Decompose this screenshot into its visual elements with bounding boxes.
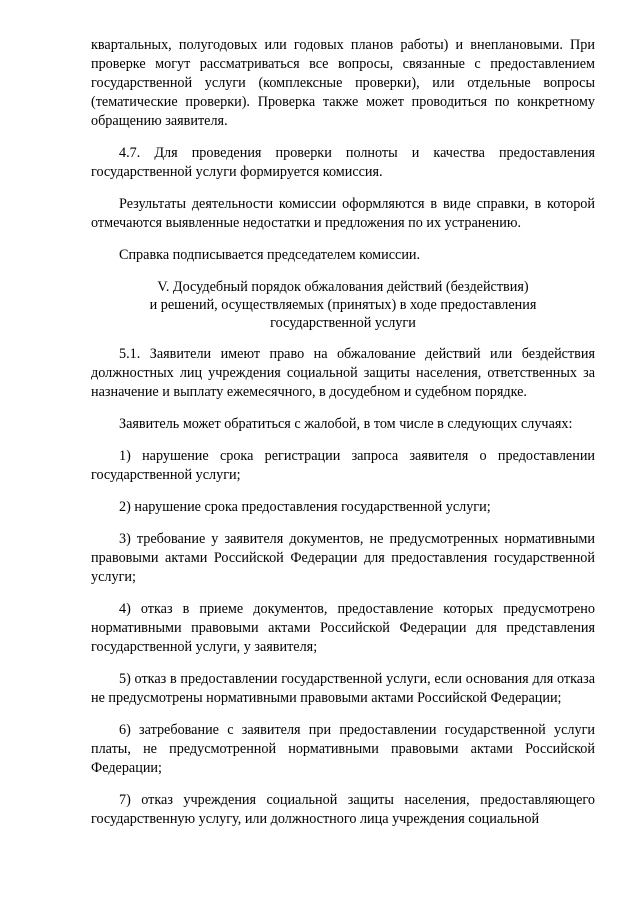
section-heading bbox=[91, 278, 595, 332]
paragraph-5-1-appeal-right: 5.1. Заявители имеют право на обжалование действий или бездействия должностных лиц учреждения социальной защиты населения, ответственных за назначение и выплату ежемесячного, в досудебном и судебном порядке. bbox=[91, 346, 595, 400]
paragraph-4-7-commission: 4.7. Для проведения проверки полноты и качества предоставления государственной услуги формируется комиссия. bbox=[91, 145, 595, 180]
list-item-4: 4) отказ в приеме документов, предоставление которых предусмотрено нормативными правовыми актами Российской Федерации для представления государственной услуги, у заявителя; bbox=[91, 601, 595, 655]
list-item-3: 3) требование у заявителя документов, не предусмотренных нормативными правовыми актами Российской Федерации для предоставления государственной услуги; bbox=[91, 531, 595, 585]
paragraph-report-signature: Справка подписывается председателем комиссии. bbox=[119, 247, 421, 263]
document-page bbox=[91, 36, 595, 842]
section-heading-line-1: V. Досудебный порядок обжалования действий (бездействия) bbox=[157, 279, 529, 295]
paragraph-complaint-cases: Заявитель может обратиться с жалобой, в том числе в следующих случаях: bbox=[119, 416, 573, 432]
section-heading-line-2: и решений, осуществляемых (принятых) в ходе предоставления bbox=[149, 297, 537, 313]
list-item-7: 7) отказ учреждения социальной защиты населения, предоставляющего государственную услугу, или должностного лица учреждения социальной bbox=[91, 792, 595, 827]
section-heading-line-3: государственной услуги bbox=[270, 315, 416, 331]
list-item-5: 5) отказ в предоставлении государственной услуги, если основания для отказа не предусмотрены нормативными правовыми актами Российской Федерации; bbox=[91, 671, 595, 706]
paragraph-commission-results: Результаты деятельности комиссии оформляются в виде справки, в которой отмечаются выявленные недостатки и предложения по их устранению. bbox=[91, 196, 595, 231]
list-item-2: 2) нарушение срока предоставления государственной услуги; bbox=[119, 499, 491, 515]
list-item-6: 6) затребование с заявителя при предоставлении государственной услуги платы, не предусмотренной нормативными правовыми актами Российской Федерации; bbox=[91, 722, 595, 776]
list-item-1: 1) нарушение срока регистрации запроса заявителя о предоставлении государственной услуги; bbox=[91, 448, 595, 483]
paragraph-planned-inspections: квартальных, полугодовых или годовых планов работы) и внеплановыми. При проверке могут рассматриваться все вопросы, связанные с предоставлением государственной услуги (комплексные проверки), или отдельные вопросы (тематические проверки). Проверка также может проводиться по конкретному обращению заявителя. bbox=[91, 37, 595, 129]
